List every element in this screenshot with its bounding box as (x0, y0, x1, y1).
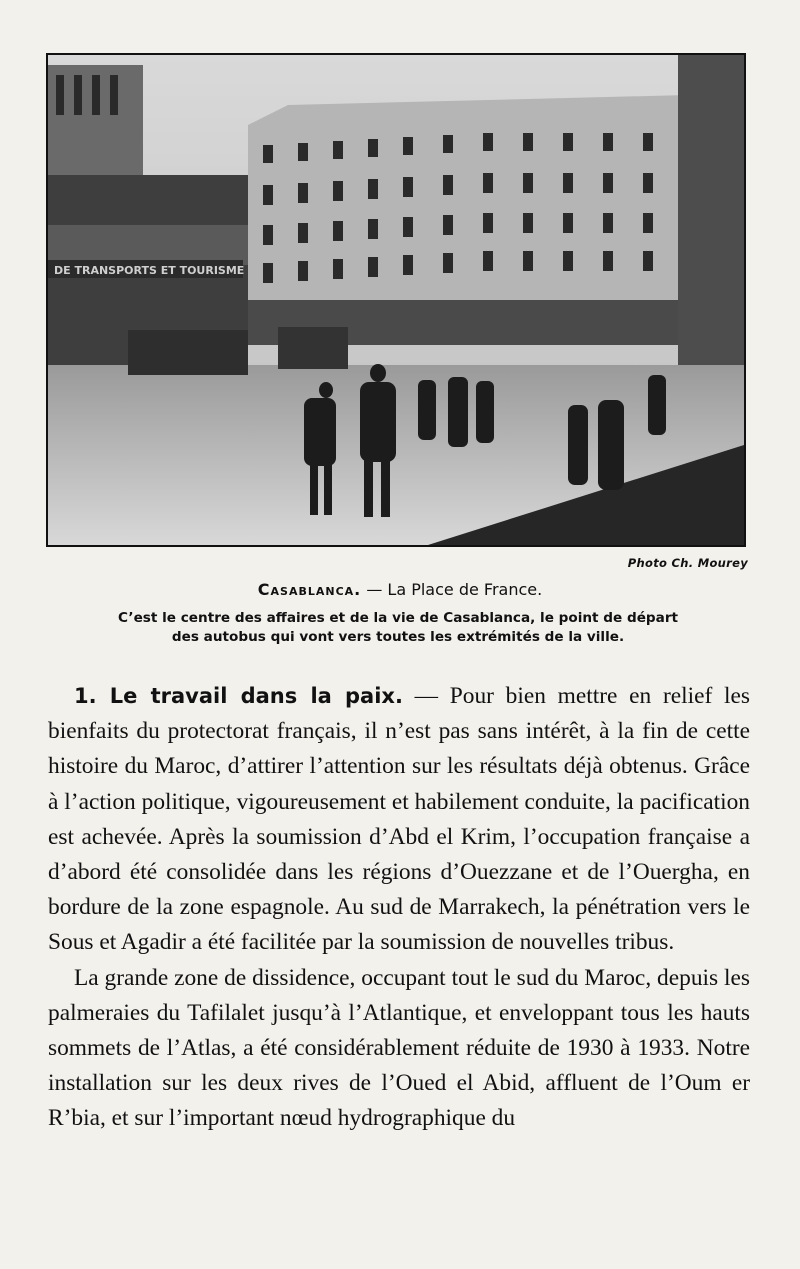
transport-sign: DE TRANSPORTS ET TOURISME (54, 264, 245, 277)
caption-description-line: des autobus qui vont vers toutes les extrémités de la ville. (171, 629, 625, 645)
right-building (678, 55, 744, 385)
photo-place-de-france (46, 53, 746, 547)
caption-description (48, 609, 748, 647)
paragraph-1 (48, 679, 750, 961)
caption-title (0, 580, 800, 599)
caption-place: La Place de France. (387, 580, 543, 599)
caption-separator: — (361, 580, 388, 599)
bus (128, 330, 248, 375)
hotel-building (248, 95, 688, 345)
section-heading: 1. Le travail dans la paix. (74, 684, 403, 708)
photo-credit: Photo Ch. Mourey (627, 556, 748, 570)
caption-city: Casablanca. (257, 580, 362, 599)
body-text (48, 679, 750, 1137)
heading-dash: — (402, 683, 450, 709)
caption-description-line: C’est le centre des affaires et de la vie de Casablanca, le point de départ (117, 610, 679, 626)
paragraph-2: La grande zone de dissidence, occupant tout le sud du Maroc, depuis les palmeraies du Tafilalet jusqu’à l’Atlantique, et enveloppant tous les hauts sommets de l’Atlas, a été considérablement réduite de 1930 à 1933. Notre installation sur les deux rives de l’Oued el Abid, affluent de l’Oum er R’bia, et sur l’important nœud hydrographique du (48, 964, 750, 1132)
photo-illustration (48, 55, 744, 545)
paragraph-1-text: Pour bien mettre en relief les bienfaits du protectorat français, il n’est pas sans intérêt, à la fin de cette histoire du Maroc, d’attirer l’attention sur les résultats déjà obtenus. Grâce à l’action politique, vigoureusement et habilement conduite, la pacification est achevée. Après la soumission d’Abd el Krim, l’occupation française a d’abord été consolidée dans les régions d’Ouezzane et de l’Ouergha, en bordure de la zone espagnole. Au sud de Marrakech, la pénétration vers le Sous et Agadir a été facilitée par la soumission de nouvelles tribus. (48, 683, 750, 956)
